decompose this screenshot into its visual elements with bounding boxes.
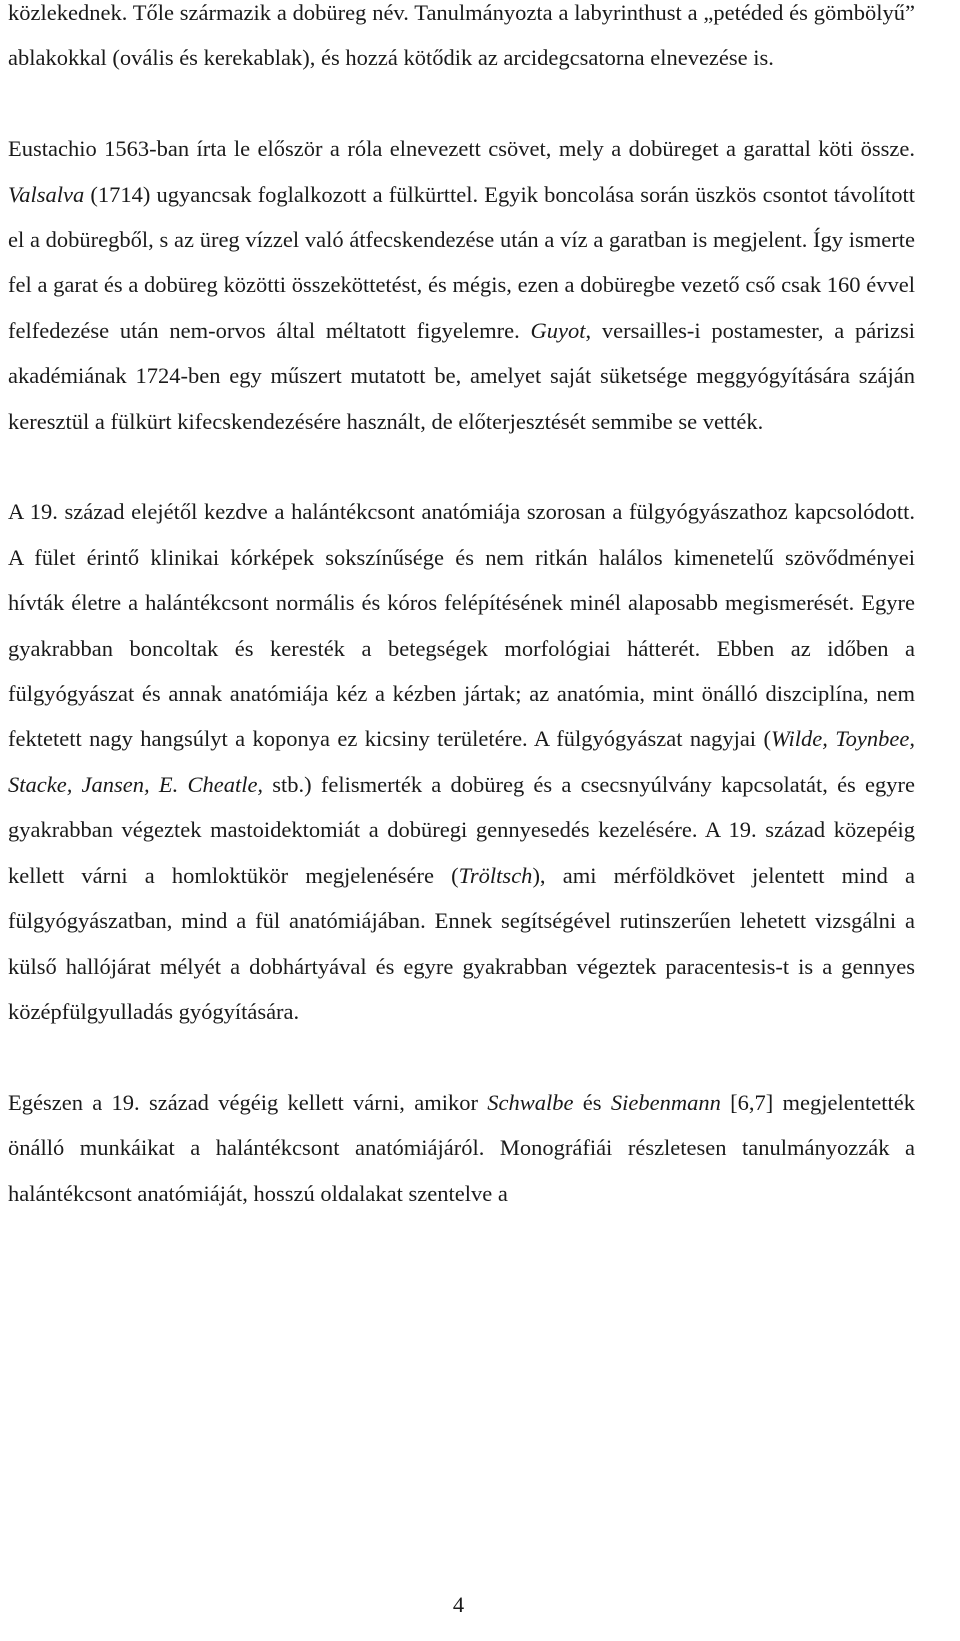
p2-text-2: (1714) ugyancsak foglalkozott a fülkürttel. Egyik boncolása során üszkös csontot távolított el a dobüregből, s az üreg vízzel való átfecskendezése után a víz a garatban is megjelent. Így ismerte fel a garat és a dobüreg közötti összeköttetést, és mégis, ezen a dobüregbe vezető cső csak 160 évvel felfedezése után nem-orvos által méltatott figyelemre. bbox=[8, 181, 915, 343]
paragraph-1 bbox=[8, 0, 915, 81]
p3-text-2: stb.) felismerték a dobüreg és a csecsnyúlvány kapcsolatát, és egyre gyakrabban végeztek mastoidektomiát a dobüregi gennyesedés kezelésére. A 19. század közepéig kellett várni a homloktükör megjelenésére ( bbox=[8, 771, 915, 888]
p3-names-otologists: Wilde, Toynbee, Stacke, Jansen, E. Cheatle, bbox=[8, 726, 915, 797]
p2-text-1: Eustachio 1563-ban írta le először a róla elnevezett csövet, mely a dobüreget a garattal köti össze. bbox=[8, 136, 915, 162]
paragraph-2 bbox=[8, 126, 915, 444]
p3-name-troltsch: Tröltsch bbox=[458, 862, 533, 888]
paragraph-gap bbox=[8, 81, 915, 126]
paragraph-gap bbox=[8, 444, 915, 489]
p3-text-1: A 19. század elejétől kezdve a halántékcsont anatómiája szorosan a fülgyógyászathoz kapcsolódott. A fület érintő klinikai kórképek sokszínűsége és nem ritkán halálos kimenetelű szövődményei hívták életre a halántékcsont normális és kóros felépítésének minél alaposabb megismerését. Egyre gyakrabban boncoltak és keresték a betegségek morfológiai hátterét. Ebben az időben a fülgyógyászat és annak anatómiája kéz a kézben jártak; az anatómia, mint önálló diszciplína, nem fektetett nagy hangsúlyt a koponya ez kicsiny területére. A fülgyógyászat nagyjai ( bbox=[8, 499, 915, 752]
document-page bbox=[8, 0, 915, 1216]
paragraph-4 bbox=[8, 1080, 915, 1216]
p4-name-siebenmann: Siebenmann bbox=[610, 1089, 721, 1115]
p4-name-schwalbe: Schwalbe bbox=[487, 1089, 574, 1115]
p4-text-3: [6,7] megjelentették önálló munkáikat a halántékcsont anatómiájáról. Monográfiái részletesen tanulmányozzák a halántékcsont anatómiáját, hosszú oldalakat szentelve a bbox=[8, 1089, 915, 1206]
p2-text-3: , versailles-i postamester, a párizsi akadémiának 1724-ben egy műszert mutatott be, amelyet saját süketsége meggyógyítására száján keresztül a fülkürt kifecskendezésére használt, de előterjesztését semmibe se vették. bbox=[8, 317, 915, 434]
paragraph-gap bbox=[8, 1034, 915, 1079]
p2-name-valsalva: Valsalva bbox=[8, 181, 85, 207]
page-number: 4 bbox=[452, 1592, 465, 1617]
p4-text-2: és bbox=[573, 1089, 611, 1115]
p1-text-1: közlekednek. Tőle származik a dobüreg név. Tanulmányozta a labyrinthust a „petéded és gömbölyű” ablakokkal (ovális és kerekablak), és hozzá kötődik az arcidegcsatorna elnevezése is. bbox=[8, 0, 915, 71]
p3-text-3: ), ami mérföldkövet jelentett mind a fülgyógyászatban, mind a fül anatómiájában. Ennek segítségével rutinszerűen lehetett vizsgálni a külső hallójárat mélyét a dobhártyával és egyre gyakrabban végeztek paracentesis-t is a gennyes középfülgyulladás gyógyítására. bbox=[8, 862, 916, 1024]
p2-name-guyot: Guyot bbox=[530, 317, 586, 343]
p4-text-1: Egészen a 19. század végéig kellett várni, amikor bbox=[8, 1089, 488, 1115]
paragraph-3 bbox=[8, 489, 915, 1034]
